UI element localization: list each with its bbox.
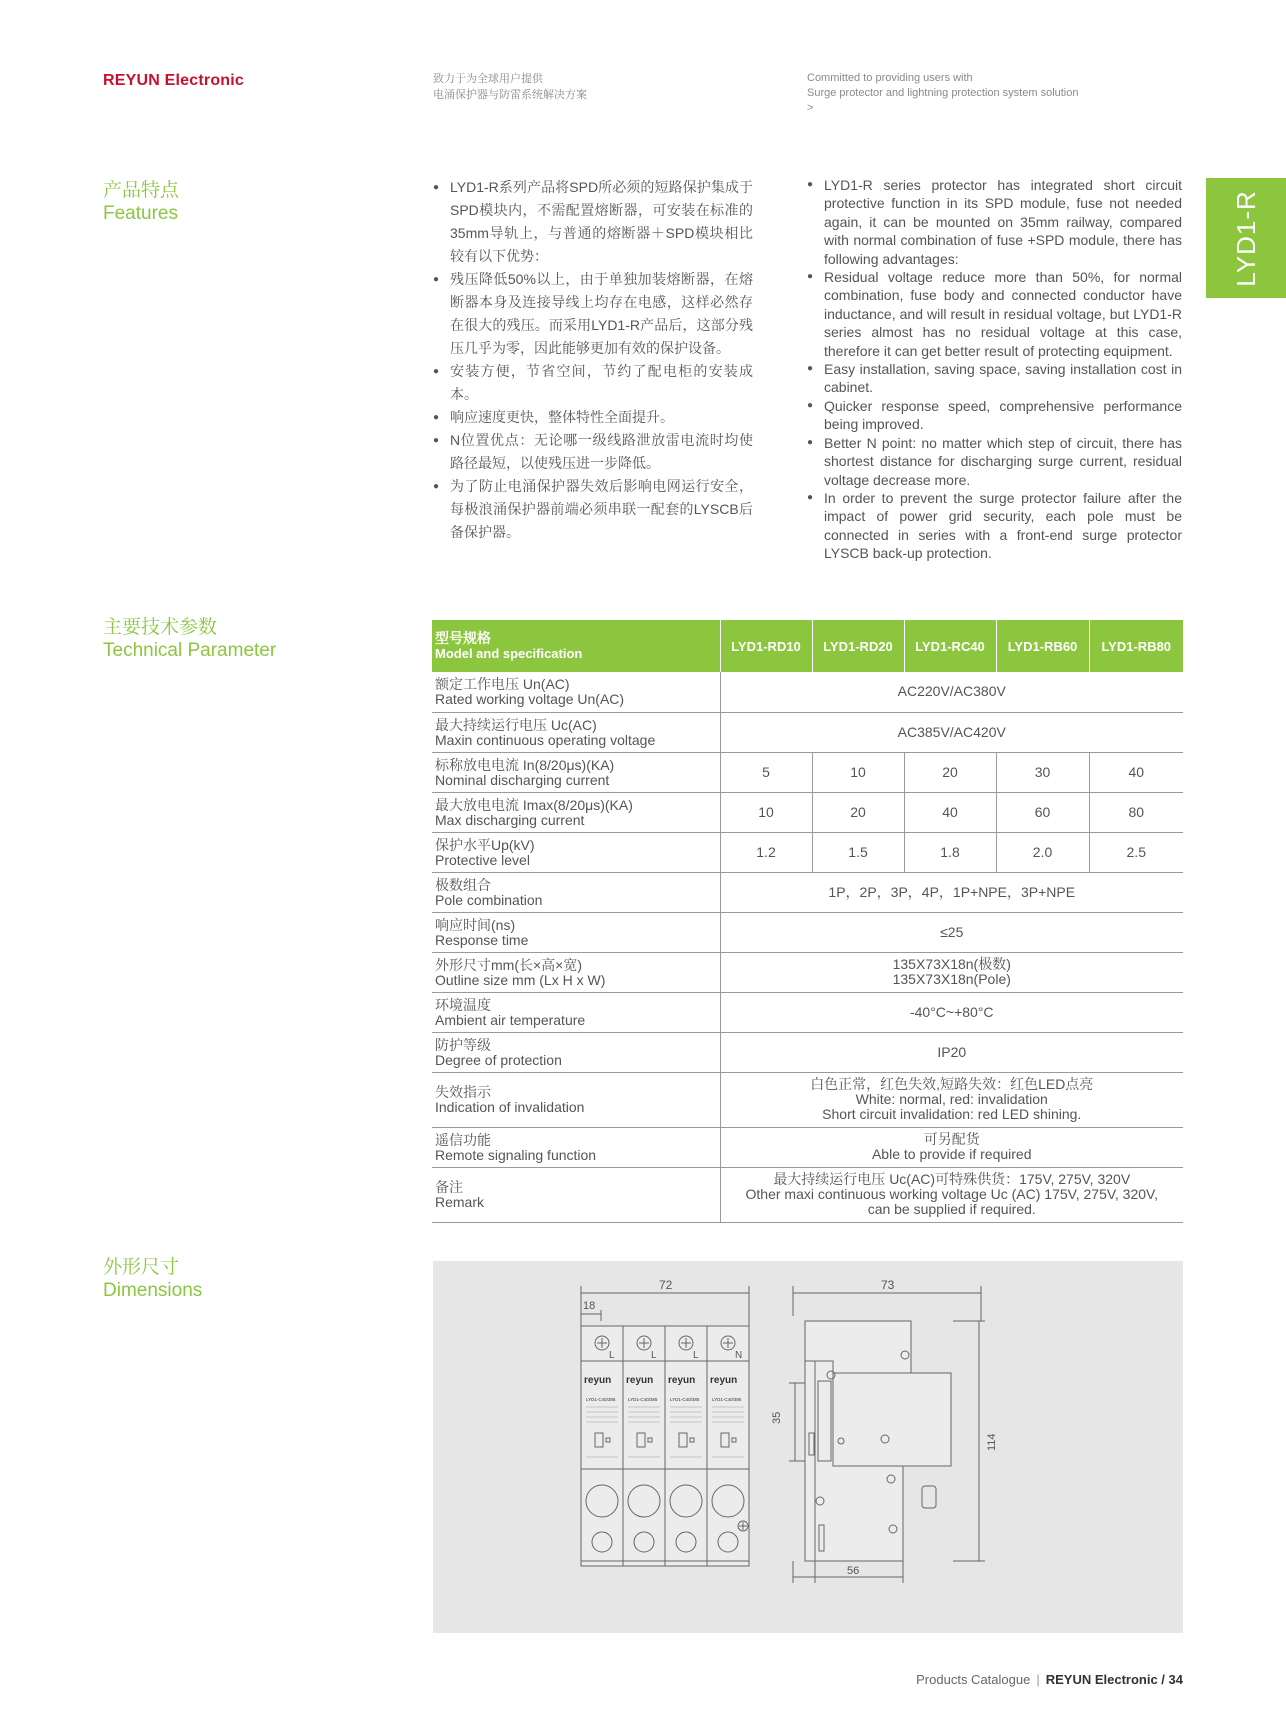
row-label: [432, 832, 720, 872]
features-title: [103, 180, 179, 226]
row-label-cn: 保护水平Up(kV): [435, 836, 535, 853]
table-row: [432, 1127, 1183, 1167]
row-label-cn: 额定工作电压 Un(AC): [435, 676, 570, 693]
features-title-cn: 产品特点: [103, 180, 180, 201]
row-value: AC385V/AC420V: [720, 712, 1183, 752]
feature-en-item: ● LYD1-R series protector has integrated short circuit protective function in its SPD module, fuse not needed again, it can be mounted on 35mm railway, compared with normal combination of fuse +SPD module, there has following advantages:: [807, 176, 1182, 268]
front-width-label: 72: [659, 1278, 673, 1292]
row-label: [432, 712, 720, 752]
table-row: [432, 952, 1183, 992]
row-value: 60: [996, 792, 1089, 832]
module-model: LYD1-C40/385: [712, 1397, 742, 1402]
table-row: [432, 1167, 1183, 1222]
side-depth-label: 73: [881, 1278, 895, 1292]
row-value: 20: [904, 752, 996, 792]
table-row: [432, 872, 1183, 912]
side-rail-label: 35: [771, 1411, 783, 1424]
side-height-label: 114: [986, 1433, 998, 1451]
row-value: 2.0: [996, 832, 1089, 872]
dimensions-title-en: Dimensions: [103, 1280, 203, 1301]
slogan-english: [807, 71, 1079, 116]
row-value: 1.5: [812, 832, 904, 872]
row-value: [720, 952, 1183, 992]
row-value-line: Other maxi continuous working voltage Uc (AC) 175V, 275V, 320V,: [745, 1186, 1158, 1202]
row-value: 40: [1089, 752, 1183, 792]
row-value: 30: [996, 752, 1089, 792]
row-value: ≤25: [720, 912, 1183, 952]
row-value: [720, 1072, 1183, 1127]
row-label-en: Rated working voltage Un(AC): [435, 691, 625, 708]
row-value: [720, 1167, 1183, 1222]
row-value: 5: [720, 752, 812, 792]
feature-cn-item: ● 响应速度更快，整体特性全面提升。: [433, 406, 753, 429]
module-model: LYD1-C40/385: [670, 1397, 700, 1402]
model-header: LYD1-RD10: [720, 620, 812, 672]
module-model: LYD1-C40/385: [586, 1397, 616, 1402]
slogan-en-line-1: Committed to providing users with: [807, 72, 973, 84]
row-value: AC220V/AC380V: [720, 672, 1183, 712]
footer-brand-page: REYUN Electronic / 34: [1045, 1672, 1183, 1687]
table-row: [432, 792, 1183, 832]
technical-title-en: Technical Parameter: [103, 640, 277, 661]
row-value: -40°C~+80°C: [720, 992, 1183, 1032]
row-value-line: 135X73X18n(Pole): [892, 971, 1011, 987]
terminal-label: L: [651, 1350, 657, 1361]
row-label-cn: 外形尺寸mm(长×高×宽): [435, 956, 582, 973]
module-logo: reyun: [626, 1375, 654, 1386]
row-label-en: Degree of protection: [435, 1051, 562, 1068]
slogan-en-line-2: Surge protector and lightning protection system solution: [807, 87, 1079, 99]
row-value-line: 135X73X18n(极数): [892, 956, 1011, 972]
row-value-line: 最大持续运行电压 Uc(AC)可特殊供货：175V, 275V, 320V: [773, 1171, 1131, 1187]
row-label-en: Outline size mm (Lx H x W): [435, 971, 606, 988]
brand-name: REYUN Electronic: [103, 72, 245, 89]
table-row: [432, 712, 1183, 752]
spec-header-label: [432, 620, 720, 672]
row-label: [432, 1072, 720, 1127]
model-header: LYD1-RB80: [1089, 620, 1183, 672]
row-label: [432, 752, 720, 792]
module-model: LYD1-C40/385: [628, 1397, 658, 1402]
row-label-cn: 最大放电电流 Imax(8/20μs)(KA): [435, 796, 633, 813]
row-value: 20: [812, 792, 904, 832]
module-logo: reyun: [584, 1375, 612, 1386]
front-module-label: 18: [583, 1300, 596, 1312]
row-value: 10: [812, 752, 904, 792]
row-label-en: Remote signaling function: [435, 1146, 597, 1163]
model-header: LYD1-RD20: [812, 620, 904, 672]
row-label-cn: 环境温度: [435, 996, 491, 1013]
row-value: 1P，2P，3P，4P，1P+NPE，3P+NPE: [720, 872, 1183, 912]
row-label-en: Remark: [435, 1194, 485, 1210]
row-label-en: Pole combination: [435, 891, 543, 908]
feature-cn-item: ● N位置优点：无论哪一级线路泄放雷电流时均使路径最短，以使残压进一步降低。: [433, 429, 753, 475]
row-label-cn: 响应时间(ns): [435, 916, 516, 933]
row-label-en: Max discharging current: [435, 811, 585, 828]
module-logo: reyun: [668, 1375, 696, 1386]
page-footer: [916, 1672, 1183, 1687]
row-value: 1.8: [904, 832, 996, 872]
feature-cn-item: ● LYD1-R系列产品将SPD所必须的短路保护集成于SPD模块内，不需配置熔断器，可安装在标准的35mm导轨上，与普通的熔断器＋SPD模块相比较有以下优势：: [433, 176, 753, 268]
dimensions-title-cn: 外形尺寸: [103, 1257, 180, 1278]
footer-separator: |: [1036, 1672, 1040, 1687]
row-label-en: Response time: [435, 931, 529, 948]
row-value: 2.5: [1089, 832, 1183, 872]
terminal-label: L: [609, 1350, 615, 1361]
row-value-line: Able to provide if required: [871, 1146, 1032, 1162]
row-label: [432, 992, 720, 1032]
row-label: [432, 912, 720, 952]
row-label: [432, 952, 720, 992]
footer-catalogue: Products Catalogue: [916, 1672, 1031, 1687]
features-list-cn: [433, 176, 753, 544]
row-value: IP20: [720, 1032, 1183, 1072]
row-label-en: Ambient air temperature: [435, 1011, 586, 1028]
feature-en-item: ● Residual voltage reduce more than 50%, for normal combination, fuse body and connected conductor have inductance, and will result in residual voltage, but LYD1-R series almost has no residual voltage at this case, therefore it can get better result of protecting equipment.: [807, 268, 1182, 360]
row-value: 1.2: [720, 832, 812, 872]
row-label-cn: 备注: [435, 1179, 463, 1195]
row-value-line: Short circuit invalidation: red LED shining.: [822, 1106, 1082, 1122]
table-row: [432, 832, 1183, 872]
row-label: [432, 1127, 720, 1167]
dimension-drawing: [433, 1261, 1183, 1633]
row-label-cn: 标称放电电流 In(8/20μs)(KA): [435, 756, 615, 773]
row-label-cn: 遥信功能: [435, 1131, 491, 1148]
table-row: [432, 992, 1183, 1032]
dimension-drawing-panel: [433, 1261, 1183, 1633]
slogan-cn-line-1: 致力于为全球用户提供: [433, 73, 543, 85]
table-row: [432, 912, 1183, 952]
spec-header-row: [432, 620, 1183, 672]
row-label: [432, 1032, 720, 1072]
spec-table: [432, 620, 1183, 1223]
row-value: 40: [904, 792, 996, 832]
row-label-en: Nominal discharging current: [435, 771, 610, 788]
feature-en-item: ● Easy installation, saving space, saving installation cost in cabinet.: [807, 360, 1182, 397]
row-label: [432, 792, 720, 832]
row-value: 10: [720, 792, 812, 832]
row-label: [432, 872, 720, 912]
table-row: [432, 1032, 1183, 1072]
spec-header-cn: 型号规格: [435, 630, 491, 646]
terminal-label: L: [693, 1350, 699, 1361]
feature-en-item: ● Quicker response speed, comprehensive performance being improved.: [807, 397, 1182, 434]
slogan-chinese: [433, 71, 587, 103]
row-label: [432, 1167, 720, 1222]
row-value: [720, 1127, 1183, 1167]
side-bottom-label: 56: [847, 1565, 860, 1577]
row-label-cn: 失效指示: [435, 1084, 491, 1100]
row-value-line: 白色正常，红色失效,短路失效：红色LED点亮: [810, 1076, 1094, 1092]
feature-en-item: ● Better N point: no matter which step of circuit, there has shortest distance for discharging surge current, residual voltage decrease more.: [807, 434, 1182, 489]
slogan-cn-line-2: 电涌保护器与防雷系统解决方案: [433, 89, 587, 101]
dimensions-title: [103, 1257, 202, 1303]
slogan-en-arrow: >: [807, 102, 814, 114]
spec-header-en: Model and specification: [435, 646, 583, 661]
feature-cn-item: ● 为了防止电涌保护器失效后影响电网运行安全，每极浪涌保护器前端必须串联一配套的LYSCB后备保护器。: [433, 475, 753, 544]
row-label: [432, 672, 720, 712]
model-header: LYD1-RB60: [996, 620, 1089, 672]
row-value-line: can be supplied if required.: [867, 1201, 1036, 1217]
table-row: [432, 672, 1183, 712]
feature-cn-item: ● 安装方便，节省空间，节约了配电柜的安装成本。: [433, 360, 753, 406]
row-label-cn: 最大持续运行电压 Uc(AC): [435, 716, 597, 733]
row-value: 80: [1089, 792, 1183, 832]
table-row: [432, 752, 1183, 792]
technical-title: [103, 617, 276, 663]
row-label-en: Protective level: [435, 851, 530, 868]
feature-cn-item: ● 残压降低50%以上，由于单独加装熔断器，在熔断器本身及连接导线上均存在电感，这样必然存在很大的残压。而采用LYD1-R产品后，这部分残压几乎为零，因此能够更加有效的保护设备。: [433, 268, 753, 360]
series-side-tab-label: LYD1-R: [1230, 189, 1261, 287]
module-logo: reyun: [710, 1375, 738, 1386]
table-row: [432, 1072, 1183, 1127]
row-label-cn: 防护等级: [435, 1036, 491, 1053]
row-value-line: 可另配货: [923, 1131, 980, 1147]
technical-title-cn: 主要技术参数: [103, 617, 218, 638]
row-label-cn: 极数组合: [435, 876, 491, 893]
feature-en-item: ● In order to prevent the surge protector failure after the impact of power grid security, each pole must be connected in series with a front-end surge protector LYSCB back-up protection.: [807, 489, 1182, 563]
row-label-en: Indication of invalidation: [435, 1099, 585, 1115]
row-value-line: White: normal, red: invalidation: [855, 1091, 1048, 1107]
model-header: LYD1-RC40: [904, 620, 996, 672]
terminal-label: N: [735, 1350, 743, 1361]
row-label-en: Maxin continuous operating voltage: [435, 731, 656, 748]
series-side-tab: [1206, 178, 1286, 298]
features-title-en: Features: [103, 203, 178, 224]
features-list-en: [807, 176, 1182, 563]
